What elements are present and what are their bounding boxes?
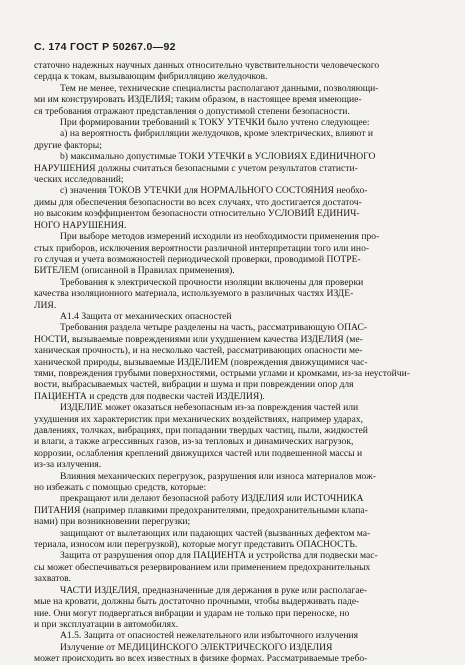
text-line: ИЗДЕЛИЕ может оказаться небезопасным из-за повреждения частей или	[60, 402, 359, 414]
text-line: Требования к электрической прочности изоляции включены для проверки	[60, 276, 364, 288]
text-line: ЛИЯ.	[34, 299, 57, 311]
page-header: С. 174 ГОСТ Р 50267.0—92	[34, 41, 176, 53]
text-line: мые на кровати, должны быть достаточно прочными, чтобы выдерживать паде-	[34, 596, 360, 608]
text-line: ЧАСТИ ИЗДЕЛИЯ, предназначенные для держания в руке или располагае-	[60, 584, 368, 596]
text-line: БИТЕЛЕМ (описанной в Правилах применения).	[34, 265, 235, 277]
text-line: нами) при возникновении перегрузки;	[34, 516, 191, 528]
text-line: ПИТАНИЯ (например плавкими предохранителями, предохранительными клапа-	[34, 504, 368, 516]
text-line: и влаги, а также агрессивных газов, из-за тепловых и динамических нагрузок,	[34, 436, 354, 448]
text-line: давлениях, толчках, вибрациях, при попадании твердых частиц, пыли, жидкостей	[34, 425, 368, 436]
text-line: сердца к токам, вызывающим фибрилляцию желудочков.	[34, 71, 268, 83]
text-line: прекращают или делают безопасной работу ИЗДЕЛИЯ или ИСТОЧНИКА	[60, 493, 364, 505]
text-line: может происходить во всех известных в физике формах. Рассматриваемые требо-	[34, 653, 368, 665]
text-line: НОГО НАРУШЕНИЯ.	[34, 219, 127, 231]
text-line: стых приборов, исключения вероятности различной интерпретации того или ино-	[34, 242, 370, 254]
text-line: Излучение от МЕДИЦИНСКОГО ЭЛЕКТРИЧЕСКОГО ИЗДЕЛИЯ	[60, 641, 333, 653]
text-line: коррозии, ослабления креплений движущихся частей или подвешенной массы и	[34, 447, 363, 459]
document-body	[34, 60, 452, 665]
text-line: и при эксплуатации в автомобилях.	[34, 618, 179, 630]
text-line: Защита от разрушения опор для ПАЦИЕНТА и устройства для подвески мас-	[60, 550, 378, 562]
text-line: вости, выбрасываемых частей, вибрации и шума и при повреждении опор для	[34, 379, 354, 391]
text-line: сы может обеспечиваться резервированием или применением предохранительных	[34, 561, 371, 573]
text-line: ПАЦИЕНТА и средств для подвески частей ИЗДЕЛИЯ).	[34, 390, 265, 402]
text-line: другие факторы;	[34, 139, 102, 151]
text-line: Тем не менее, технические специалисты располагают данными, позволяющи-	[60, 82, 379, 94]
text-line: но избежать с помощью средств, которые:	[34, 482, 207, 494]
text-line: b) максимально допустимые ТОКИ УТЕЧКИ в УСЛОВИЯХ ЕДИНИЧНОГО	[60, 151, 376, 163]
text-line: защищают от вылетающих или падающих частей (вызванных дефектом ма-	[60, 527, 371, 539]
text-line: А1.4 Защита от механических опасностей	[60, 310, 232, 322]
text-line: тями, повреждения грубыми поверхностями, острыми углами и кромками, из-за неустойчи-	[34, 367, 410, 379]
text-line: захватов.	[34, 573, 72, 585]
text-line: При выборе методов измерений исходили из необходимости применения про-	[60, 231, 380, 243]
text-line: го случая и учета возможностей периодической проверки, проводимой ПОТРЕ-	[34, 253, 361, 265]
text-line: Влияния механических перегрузок, разрушения или износа материалов мож-	[60, 470, 376, 482]
text-line: ние. Они могут подвергаться вибрации и ударам не только при переноске, но	[34, 607, 350, 619]
text-line: НОСТИ, вызываемые повреждениями или ухудшением качества ИЗДЕЛИЯ (ме-	[34, 333, 363, 345]
text-line: с) значения ТОКОВ УТЕЧКИ для НОРМАЛЬНОГО СОСТОЯНИЯ необхо-	[60, 185, 368, 197]
text-line: Требования раздела четыре разделены на часть, рассматривающую ОПАС-	[60, 322, 368, 334]
text-line: димы для обеспечения безопасности во всех случаях, что достигается достаточ-	[34, 196, 362, 208]
text-line: а) на вероятность фибрилляции желудочков, кроме электрических, влияют и	[60, 128, 374, 140]
text-line: НАРУШЕНИЯ должны считаться безопасными с учетом результатов статисти-	[34, 162, 358, 174]
text-line: ся требования отражают представления о допустимой степени безопасности.	[34, 105, 350, 117]
text-line: из-за излучения.	[34, 459, 102, 471]
text-line: ханической природы, вызываемые ИЗДЕЛИЕМ (повреждения движущимися час-	[34, 356, 368, 368]
text-line: териала, износом или перегрузкой), которые могут представить ОПАСНОСТЬ.	[34, 539, 358, 551]
text-line: ухудшения их характеристик при механических воздействиях, например ударах,	[34, 413, 364, 425]
text-line: ческих исследований;	[34, 174, 124, 186]
text-line: ханическая прочность), и на несколько частей, рассматривающих опасности ме-	[34, 345, 363, 357]
text-line: ми им конструировать ИЗДЕЛИЯ; таким образом, в настоящее время имеющие-	[34, 94, 362, 106]
text-line: статочно надежных научных данных относительно чувствительности человеческого	[34, 60, 380, 71]
text-line: но высоким коэффициентом безопасности относительно УСЛОВИЙ ЕДИНИЧ-	[34, 208, 360, 220]
text-line: А1.5. Защита от опасностей нежелательного или избыточного излучения	[60, 630, 359, 642]
text-line: При формировании требований к ТОКУ УТЕЧКИ было учтено следующее:	[60, 117, 370, 129]
text-line: качества изоляционного материала, используемого в различных частях ИЗДЕ-	[34, 288, 354, 300]
